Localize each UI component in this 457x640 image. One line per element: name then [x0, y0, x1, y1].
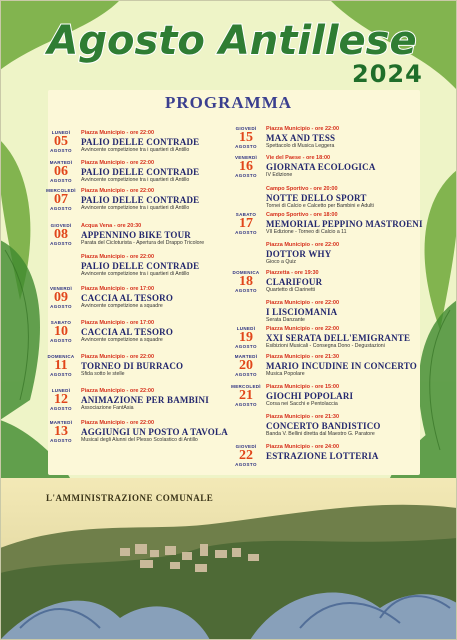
event-description: Sfida sotto le stelle — [81, 371, 125, 377]
event-description: Parata del Cicloturista - Apertura del Drappo Tricolore — [81, 240, 205, 246]
event-day: 21 — [239, 388, 253, 403]
event-description: Banda V. Bellini diretta dal Maestro G. Paratore — [266, 431, 375, 437]
event-weekday: MARTEDÌ — [49, 160, 73, 165]
title-text: Agosto Antillese — [47, 18, 417, 64]
event-description: Corsa nei Sacchi e Pentolaccia — [266, 401, 338, 407]
event-location-time: Piazza Municipio - ore 17:00 — [81, 320, 155, 326]
event-description: Musical degli Alunni del Plesso Scolastico di Antillo — [81, 437, 198, 443]
event-weekday: SABATO — [235, 212, 257, 217]
event-name: GIOCHI POPOLARI — [266, 391, 354, 401]
event-weekday: SABATO — [50, 320, 72, 325]
event-month: AGOSTO — [235, 372, 257, 377]
event-location-time: Vie del Paese - ore 18:00 — [266, 155, 331, 161]
event-weekday: VENERDÌ — [234, 155, 258, 160]
event-month: AGOSTO — [50, 178, 72, 183]
event-location-time: Piazza Municipio - ore 22:00 — [266, 326, 340, 332]
event-description: Avvincente competizione a squadre — [81, 337, 163, 343]
event-location-time: Piazza Municipio - ore 21:30 — [266, 414, 340, 420]
event-description: Esibizioni Musicali - Consegna Dono - Degustazioni — [266, 343, 385, 349]
event-name: PALIO DELLE CONTRADE — [81, 195, 200, 205]
event-location-time: Piazza Municipio - ore 22:00 — [81, 130, 155, 136]
event-weekday: DOMENICA — [47, 354, 75, 359]
event-name: DOTTOR WHY — [266, 249, 332, 259]
event-month: AGOSTO — [235, 173, 257, 178]
event-description: VII Edizione - Torneo di Calcio a 11 — [266, 229, 347, 235]
event-month: AGOSTO — [50, 406, 72, 411]
event-weekday: MERCOLEDÌ — [231, 384, 261, 389]
event-day: 05 — [54, 134, 68, 149]
programma-heading: PROGRAMMA — [164, 93, 293, 112]
event-name: MARIO INCUDINE IN CONCERTO — [266, 361, 417, 371]
event-name: CLARIFOUR — [266, 277, 323, 287]
event-day: 17 — [239, 216, 253, 231]
event-day: 20 — [239, 358, 253, 373]
event-weekday: MARTEDÌ — [234, 354, 258, 359]
event-location-time: Piazza Municipio - ore 22:00 — [81, 254, 155, 260]
event-name: ANIMAZIONE PER BAMBINI — [81, 395, 209, 405]
event-weekday: MARTEDÌ — [49, 420, 73, 425]
event-description: Serata Danzante — [266, 317, 305, 323]
event-weekday: GIOVEDÌ — [235, 126, 257, 131]
event-location-time: Piazza Municipio - ore 22:00 — [266, 242, 340, 248]
event-description: Spettacolo di Musica Leggera — [266, 143, 335, 149]
event-month: AGOSTO — [235, 462, 257, 467]
event-weekday: GIOVEDÌ — [235, 444, 257, 449]
event-month: AGOSTO — [50, 372, 72, 377]
event-location-time: Acqua Vena - ore 20:30 — [81, 223, 142, 229]
event-description: Tornei di Calcio e Calcetto per Bambini e Adulti — [266, 203, 374, 209]
event-day: 19 — [239, 330, 253, 345]
event-location-time: Piazza Municipio - ore 24:00 — [266, 444, 340, 450]
event-day: 09 — [54, 290, 68, 305]
event-day: 10 — [54, 324, 68, 339]
event-name: I LISCIOMANIA — [266, 307, 338, 317]
event-name: CACCIA AL TESORO — [81, 293, 174, 303]
event-weekday: MERCOLEDÌ — [46, 188, 76, 193]
event-description: Avvincente competizione tra i quartieri di Antillo — [81, 147, 190, 153]
event-location-time: Piazza Municipio - ore 22:00 — [81, 388, 155, 394]
event-day: 06 — [54, 164, 68, 179]
event-day: 13 — [54, 424, 68, 439]
event-name: APPENNINO BIKE TOUR — [81, 230, 191, 240]
event-month: AGOSTO — [50, 438, 72, 443]
event-location-time: Campo Sportivo - ore 20:00 — [266, 186, 338, 192]
event-year: 2024 — [352, 60, 423, 88]
event-name: PALIO DELLE CONTRADE — [81, 167, 200, 177]
event-month: AGOSTO — [235, 344, 257, 349]
event-location-time: Piazza Municipio - ore 22:00 — [81, 160, 155, 166]
organizer-label: L'AMMINISTRAZIONE COMUNALE — [46, 493, 214, 503]
event-location-time: Piazza Municipio - ore 17:00 — [81, 286, 155, 292]
event-description: Avvincente competizione tra i quartieri di Antillo — [81, 205, 190, 211]
event-location-time: Piazza Municipio - ore 22:00 — [81, 420, 155, 426]
event-location-time: Piazza Municipio - ore 22:00 — [266, 126, 340, 132]
event-month: AGOSTO — [50, 338, 72, 343]
event-day: 22 — [239, 448, 253, 463]
event-name: NOTTE DELLO SPORT — [266, 193, 367, 203]
event-name: CONCERTO BANDISTICO — [266, 421, 381, 431]
event-weekday: DOMENICA — [232, 270, 260, 275]
event-day: 11 — [54, 358, 68, 373]
event-day: 16 — [239, 159, 253, 174]
event-description: Associazione FantAsia — [81, 405, 134, 411]
event-day: 08 — [54, 227, 68, 242]
event-description: Avvincente competizione tra i quartieri di Antillo — [81, 271, 190, 277]
event-name: TORNEO DI BURRACO — [81, 361, 184, 371]
event-description: IV Edizione — [266, 172, 293, 178]
event-description: Quartetto di Clarinetti — [266, 287, 316, 293]
event-description: Gioco a Quiz — [266, 259, 296, 265]
event-location-time: Piazza Municipio - ore 22:00 — [81, 188, 155, 194]
event-location-time: Piazzetta - ore 19:30 — [266, 270, 319, 276]
event-name: GIORNATA ECOLOGICA — [266, 162, 376, 172]
event-weekday: LUNEDÌ — [236, 326, 256, 331]
event-name: CACCIA AL TESORO — [81, 327, 174, 337]
event-description: Avvincente competizione a squadre — [81, 303, 163, 309]
event-day: 15 — [239, 130, 253, 145]
event-name: PALIO DELLE CONTRADE — [81, 137, 200, 147]
event-description: Avvincente competizione tra i quartieri di Antillo — [81, 177, 190, 183]
event-name: MAX AND TESS — [266, 133, 336, 143]
event-month: AGOSTO — [50, 148, 72, 153]
event-weekday: LUNEDÌ — [51, 130, 71, 135]
event-day: 12 — [54, 392, 68, 407]
event-name: AGGIUNGI UN POSTO A TAVOLA — [81, 427, 228, 437]
event-name: ESTRAZIONE LOTTERIA — [266, 451, 379, 461]
event-month: AGOSTO — [50, 241, 72, 246]
event-location-time: Piazza Municipio - ore 21:30 — [266, 354, 340, 360]
event-location-time: Piazza Municipio - ore 22:00 — [81, 354, 155, 360]
event-location-time: Piazza Municipio - ore 22:00 — [266, 300, 340, 306]
event-name: PALIO DELLE CONTRADE — [81, 261, 200, 271]
event-description: Musica Popolare — [266, 371, 305, 377]
event-day: 18 — [239, 274, 253, 289]
event-month: AGOSTO — [235, 288, 257, 293]
event-name: XXI SERATA DELL'EMIGRANTE — [266, 333, 411, 343]
event-weekday: LUNEDÌ — [51, 388, 71, 393]
event-name: MEMORIAL PEPPINO MASTROENI — [266, 219, 423, 229]
event-month: AGOSTO — [50, 304, 72, 309]
event-month: AGOSTO — [235, 230, 257, 235]
event-month: AGOSTO — [235, 144, 257, 149]
event-month: AGOSTO — [235, 402, 257, 407]
event-location-time: Campo Sportivo - ore 18:00 — [266, 212, 338, 218]
event-location-time: Piazza Municipio - ore 15:00 — [266, 384, 340, 390]
event-day: 07 — [54, 192, 68, 207]
event-month: AGOSTO — [50, 206, 72, 211]
event-weekday: VENERDÌ — [49, 286, 73, 291]
event-weekday: GIOVEDÌ — [50, 223, 72, 228]
